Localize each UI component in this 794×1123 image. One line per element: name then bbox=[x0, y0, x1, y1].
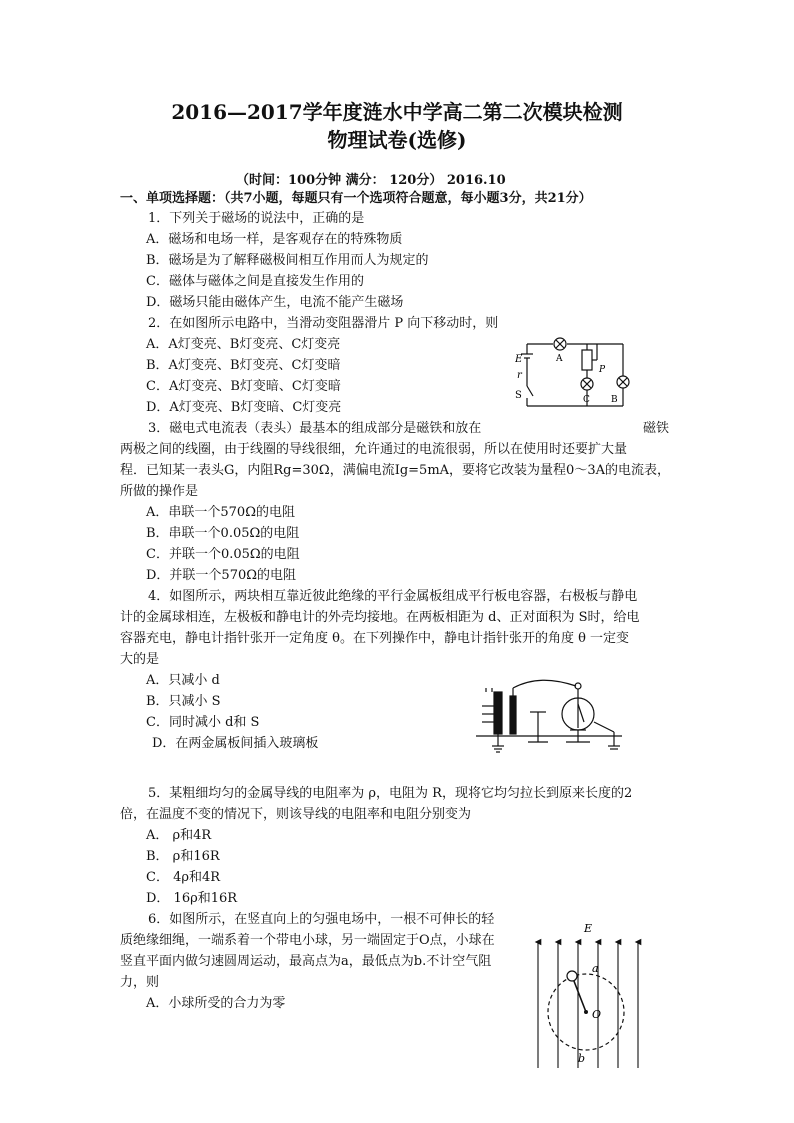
q6-label-o: O bbox=[592, 1008, 602, 1021]
exam-meta: （时间：100分钟 满分： 120分） 2016.10 bbox=[236, 173, 506, 188]
q3-line4: 所做的操作是 bbox=[120, 484, 199, 499]
paper-title: 2016—2017学年度涟水中学高二第二次模块检测 bbox=[171, 100, 623, 124]
q3-option-b: B．串联一个0.05Ω的电阻 bbox=[146, 526, 300, 541]
q2-circuit-figure bbox=[515, 336, 635, 412]
q2-label-b: B bbox=[611, 395, 618, 405]
q4-line4: 大的是 bbox=[120, 652, 160, 667]
q6-field-figure bbox=[530, 920, 650, 1070]
q2-label-r: r bbox=[517, 370, 522, 381]
q1-option-a: A．磁场和电场一样，是客观存在的特殊物质 bbox=[146, 232, 403, 247]
q2-label-e: E bbox=[515, 354, 523, 365]
q6-label-b: b bbox=[578, 1052, 586, 1065]
q4-capacitor-figure bbox=[472, 676, 632, 758]
q5-option-a: A． ρ和4R bbox=[146, 828, 212, 843]
q5-line1: 5．某粗细均匀的金属导线的电阻率为 ρ，电阻为 R，现将它均匀拉长到原来长度的2 bbox=[148, 786, 633, 801]
q3-option-d: D．并联一个570Ω的电阻 bbox=[146, 568, 297, 583]
q3-line2: 两极之间的线圈，由于线圈的导线很细，允许通过的电流很弱，所以在使用时还要扩大量 bbox=[120, 442, 628, 457]
q4-line2: 计的金属球相连，左极板和静电计的外壳均接地。在两板相距为 d、正对面积为 S时，给电 bbox=[120, 610, 640, 625]
q3-line1-end: 磁铁 bbox=[643, 421, 670, 436]
q4-line1: 4．如图所示，两块相互靠近彼此绝缘的平行金属板组成平行板电容器，右极板与静电 bbox=[148, 589, 638, 604]
q3-option-a: A．串联一个570Ω的电阻 bbox=[146, 505, 295, 520]
q4-line3: 容器充电，静电计指针张开一定角度 θ。在下列操作中，静电计指针张开的角度 θ 一定变 bbox=[120, 631, 630, 646]
q3-line1: 3．磁电式电流表（表头）最基本的组成部分是磁铁和放在 bbox=[148, 421, 482, 436]
q2-option-c: C．A灯变亮、B灯变暗、C灯变暗 bbox=[146, 379, 341, 394]
q2-label-a: A bbox=[556, 354, 563, 364]
q6-label-a: a bbox=[592, 962, 599, 975]
q1-option-d: D．磁场只能由磁体产生，电流不能产生磁场 bbox=[146, 295, 404, 310]
q5-option-c: C． 4ρ和4R bbox=[146, 870, 221, 885]
q2-label-c: C bbox=[583, 395, 590, 405]
q5-line2: 倍，在温度不变的情况下，则该导线的电阻率和电阻分别变为 bbox=[120, 807, 472, 822]
q3-option-c: C．并联一个0.05Ω的电阻 bbox=[146, 547, 300, 562]
q4-option-c: C．同时减小 d和 S bbox=[146, 715, 260, 730]
q4-option-a: A．只减小 d bbox=[146, 673, 220, 688]
q2-option-a: A．A灯变亮、B灯变亮、C灯变亮 bbox=[146, 337, 341, 352]
q4-option-b: B．只减小 S bbox=[146, 694, 221, 709]
q4-option-d: D．在两金属板间插入玻璃板 bbox=[152, 736, 319, 751]
q3-line3: 程．已知某一表头G，内阻Rg=30Ω，满偏电流Ig=5mA，要将它改装为量程0～3A的电流表， bbox=[120, 463, 670, 478]
q2-option-b: B．A灯变亮、B灯变亮、C灯变暗 bbox=[146, 358, 341, 373]
paper-subtitle: 物理试卷(选修) bbox=[327, 128, 467, 152]
q6-label-e: E bbox=[584, 922, 593, 935]
q2-stem: 2．在如图所示电路中，当滑动变阻器滑片 P 向下移动时，则 bbox=[148, 316, 499, 331]
q1-option-c: C．磁体与磁体之间是直接发生作用的 bbox=[146, 274, 364, 289]
q2-label-s: S bbox=[515, 390, 522, 401]
q2-option-d: D．A灯变亮、B灯变暗、C灯变亮 bbox=[146, 400, 342, 415]
q6-line4: 力，则 bbox=[120, 975, 160, 990]
q1-stem: 1．下列关于磁场的说法中，正确的是 bbox=[148, 211, 365, 226]
q6-option-a: A．小球所受的合力为零 bbox=[146, 996, 286, 1011]
section-heading: 一、单项选择题：（共7小题，每题只有一个选项符合题意，每小题3分，共21分） bbox=[120, 191, 592, 206]
q1-option-b: B．磁场是为了解释磁极间相互作用而人为规定的 bbox=[146, 253, 429, 268]
q6-line1: 6．如图所示，在竖直向上的匀强电场中，一根不可伸长的轻 bbox=[148, 912, 495, 927]
q5-option-b: B． ρ和16R bbox=[146, 849, 220, 864]
q5-option-d: D． 16ρ和16R bbox=[146, 891, 238, 906]
q2-label-p: P bbox=[599, 365, 606, 375]
q6-line3: 竖直平面内做匀速圆周运动，最高点为a，最低点为b.不计空气阻 bbox=[120, 954, 492, 969]
q6-line2: 质绝缘细绳，一端系着一个带电小球，另一端固定于O点，小球在 bbox=[120, 933, 495, 948]
